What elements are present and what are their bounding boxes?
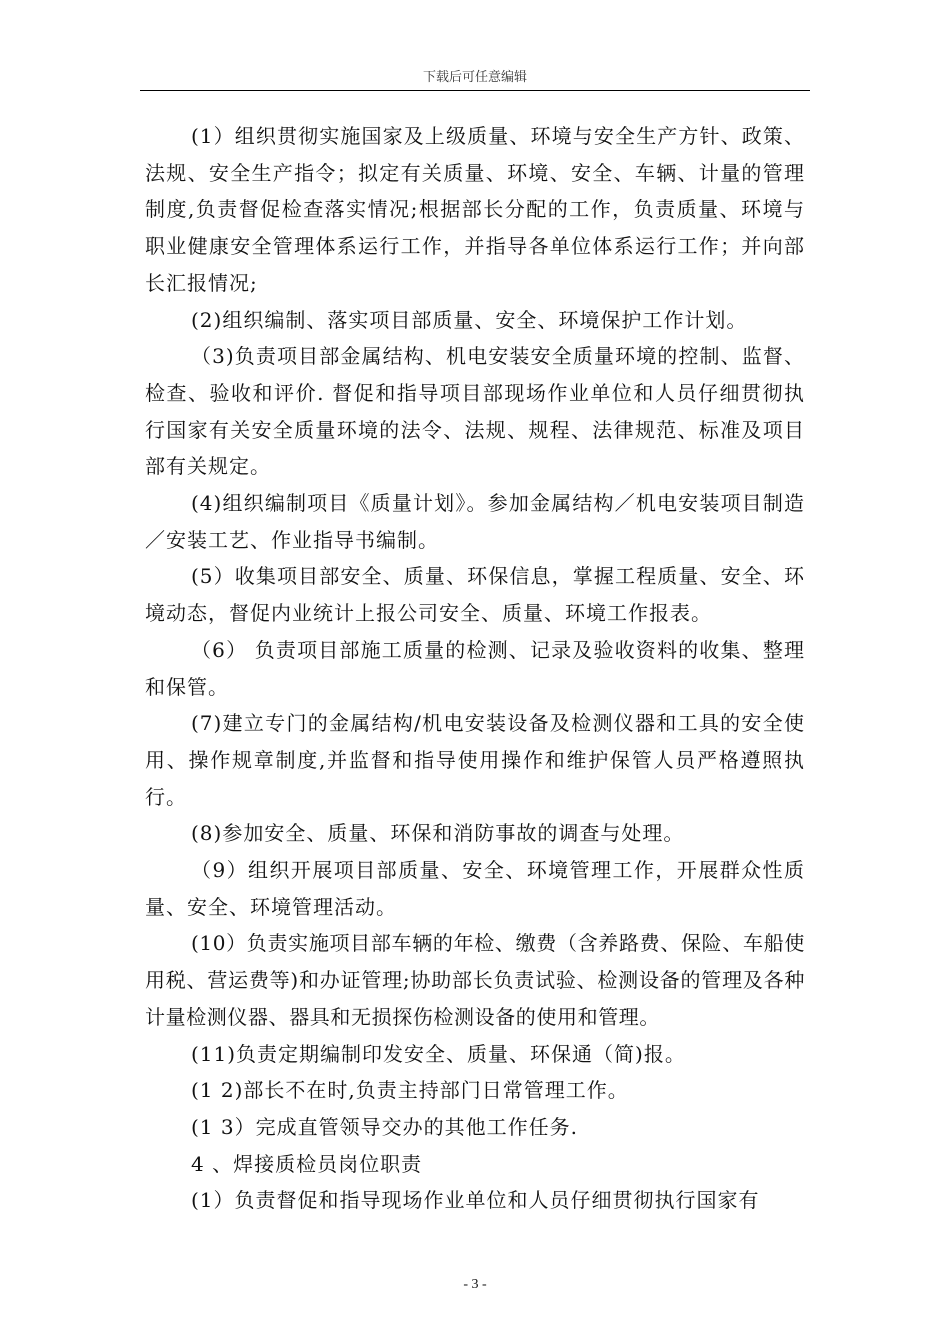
paragraph-12: (1 2)部长不在时,负责主持部门日常管理工作。 [191,1078,629,1103]
page-number: - 3 - [463,1277,487,1292]
paragraph-7: (7)建立专门的金属结构/机电安装设备及检测仪器和工具的安全使用、操作规章制度,并监督和指导使用操作和维护保管人员严格遵照执行。 [145,711,805,809]
paragraph-4: (4)组织编制项目《质量计划》。参加金属结构／机电安装项目制造／安装工艺、作业指导书编制。 [145,491,805,552]
paragraph-8: (8)参加安全、质量、环保和消防事故的调查与处理。 [191,821,685,846]
paragraph-15: (1）负责督促和指导现场作业单位和人员仔细贯彻执行国家有 [191,1188,760,1213]
paragraph-3: （3)负责项目部金属结构、机电安装安全质量环境的控制、监督、检查、验收和评价. 督促和指导项目部现场作业单位和人员仔细贯彻执行国家有关安全质量环境的法令、法规、规程、法律规范、标准及项目部有关规定。 [145,344,805,479]
paragraph-13: (1 3）完成直管领导交办的其他工作任务. [191,1114,578,1139]
header-divider [140,90,810,91]
paragraph-6: （6） 负责项目部施工质量的检测、记录及验收资料的收集、整理和保管。 [145,637,805,699]
paragraph-10: (10）负责实施项目部车辆的年检、缴费（含养路费、保险、车船使用税、营运费等)和办证管理;协助部长负责试验、检测设备的管理及各种计量检测仪器、器具和无损探伤检测设备的使用和管理。 [145,931,805,1029]
paragraph-1: (1）组织贯彻实施国家及上级质量、环境与安全生产方针、政策、法规、安全生产指令；拟定有关质量、环境、安全、车辆、计量的管理制度,负责督促检查落实情况;根据部长分配的工作，负责质量、环境与职业健康安全管理体系运行工作，并指导各单位体系运行工作；并向部长汇报情况; [145,124,805,295]
page-header: 下载后可任意编辑 [422,70,527,85]
section-heading: 4 、焊接质检员岗位职责 [191,1151,423,1176]
paragraph-2: (2)组织编制、落实项目部质量、安全、环境保护工作计划。 [191,307,748,332]
paragraph-5: (5）收集项目部安全、质量、环保信息，掌握工程质量、安全、环境动态，督促内业统计上报公司安全、质量、环境工作报表。 [145,564,805,626]
paragraph-9: （9）组织开展项目部质量、安全、环境管理工作，开展群众性质量、安全、环境管理活动。 [145,858,805,919]
paragraph-11: (11)负责定期编制印发安全、质量、环保通（简)报。 [191,1041,686,1066]
document-body [145,118,805,1219]
